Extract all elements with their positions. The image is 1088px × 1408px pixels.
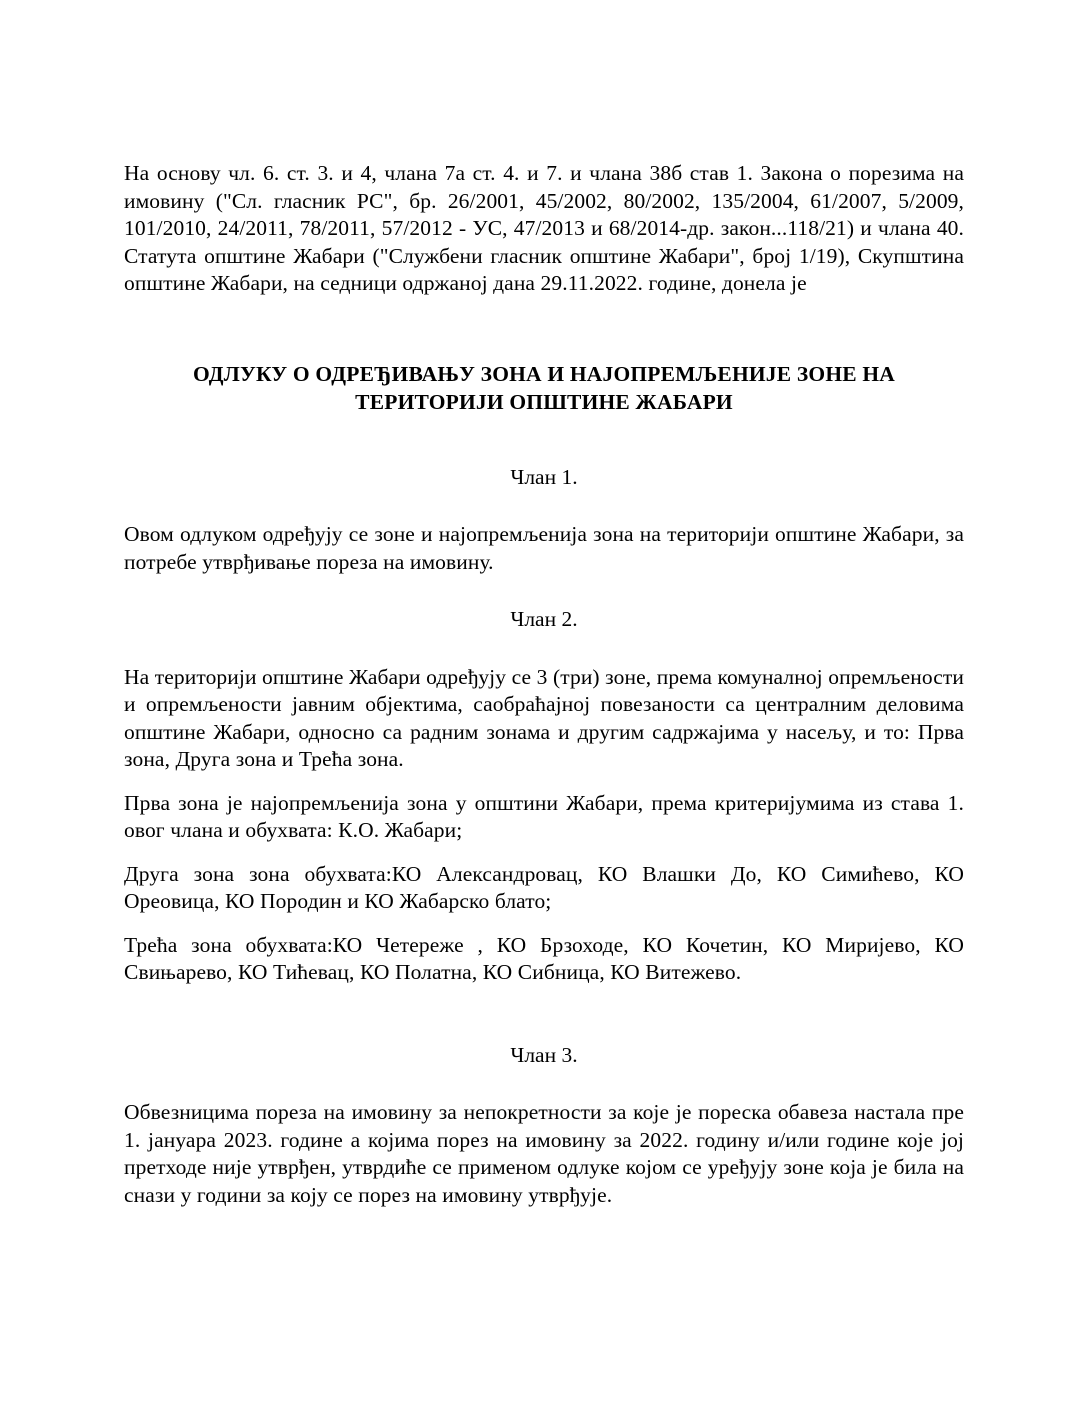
article-heading-1: Члан 1. — [510, 464, 578, 489]
article-1-paragraph-1: Овом одлуком одређују се зоне и најопремљенија зона на територији општине Жабари, за потребе утврђивање пореза на имовину. — [124, 522, 964, 574]
spacer-a2-p3-p4 — [124, 916, 964, 932]
article-heading-3: Члан 3. — [510, 1042, 578, 1067]
spacer-before-article-3 — [124, 987, 964, 1042]
spacer-a2-p1-p2 — [124, 774, 964, 790]
spacer-after-title — [124, 416, 964, 464]
article-2-paragraph-4: Трећа зона обухвата:КО Четереже , КО Брзоходе, КО Кочетин, КО Миријево, КО Свињарево, КО Тићевац, КО Полатна, КО Сибница, КО Витежево. — [124, 932, 964, 984]
spacer-before-title — [124, 298, 964, 360]
spacer-before-article-2 — [124, 576, 964, 606]
document-title — [124, 360, 964, 416]
document-body — [124, 160, 964, 1209]
document-title-line-1: ОДЛУКУ О ОДРЕЂИВАЊУ ЗОНА И НАЈОПРЕМЉЕНИЈЕ ЗОНЕ НА — [192, 361, 896, 386]
spacer-article-3 — [124, 1069, 964, 1099]
article-3-paragraph-1: Обвезницима пореза на имовину за непокретности за које је пореска обавеза настала пре 1. јануара 2023. године а којима порез на имовину за 2022. годину и/или године које јој претходе није утврђен, утврдиће се применом одлуке којом се уређују зоне која је била на снази у години за коју се порез на имовину утврђује. — [124, 1100, 964, 1207]
article-2-paragraph-1: На територији општине Жабари одређују се 3 (три) зоне, према комуналној опремљености и опремљености јавним објектима, саобраћајној повезаности са централним деловима општине Жабари, односно са радним зонама и другим садржајима у насељу, и то: Прва зона, Друга зона и Трећа зона. — [124, 664, 964, 771]
spacer-article-2 — [124, 634, 964, 664]
article-2-paragraph-2: Прва зона је најопремљенија зона у општини Жабари, према критеријумима из става 1. овог члана и обухвата: К.О. Жабари; — [124, 790, 964, 842]
document-title-line-2: ТЕРИТОРИЈИ ОПШТИНЕ ЖАБАРИ — [355, 389, 733, 414]
preamble-paragraph: На основу чл. 6. ст. 3. и 4, члана 7а ст. 4. и 7. и члана 38б став 1. Закона о порезима на имовину ("Сл. гласник РС", бр. 26/2001, 45/2002, 80/2002, 135/2004, 61/2007, 5/2009, 101/2010, 24/2011, 78/2011, 57/2012 - УС, 47/2013 и 68/2014-др. закон...118/21) и члана 40. Статута општине Жабари ("Службени гласник општине Жабари", број 1/19), Скупштина општине Жабари, на седници одржаној дана 29.11.2022. године, донела је — [124, 161, 964, 295]
spacer-a2-p2-p3 — [124, 845, 964, 861]
article-heading-2: Члан 2. — [510, 607, 578, 631]
spacer-article-1 — [124, 491, 964, 521]
article-2-paragraph-3: Друга зона зона обухвата:КО Александровац, КО Влашки До, КО Симићево, КО Ореовица, КО Породин и КО Жабарско блато; — [124, 861, 964, 913]
